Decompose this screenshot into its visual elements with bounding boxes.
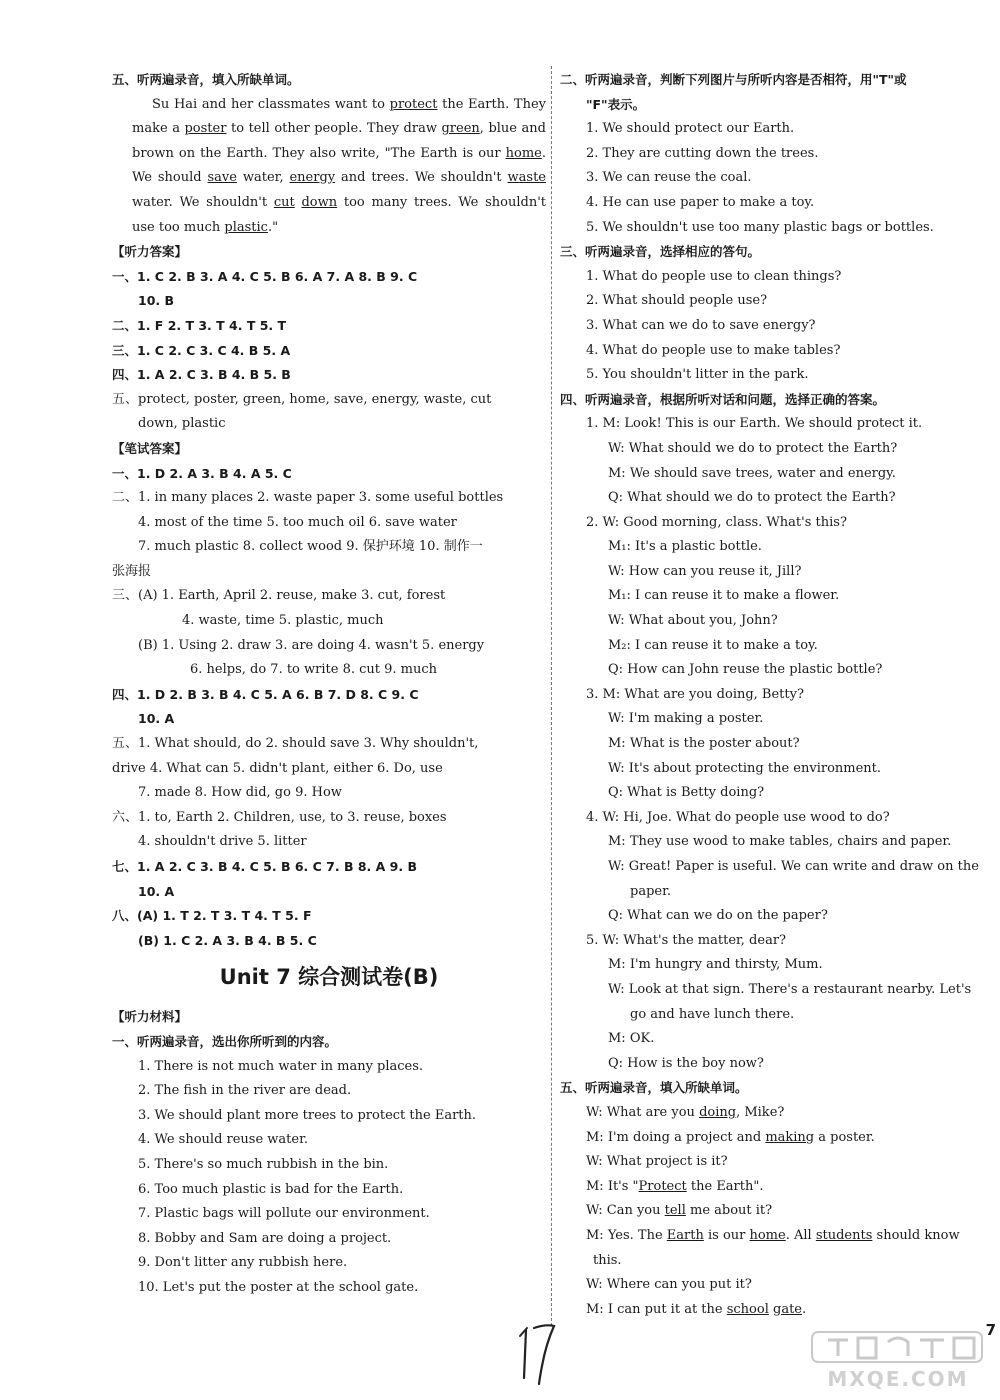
answer-line: 7. made 8. How did, go 9. How [138, 785, 342, 801]
answer-line: 二、1. F 2. T 3. T 4. T 5. T [112, 317, 287, 333]
dialogue-line: M: They use wood to make tables, chairs and paper. [608, 834, 952, 850]
dialogue-line: Q: What is Betty doing? [608, 785, 765, 801]
answer-line: 六、1. to, Earth 2. Children, use, to 3. reuse, boxes [112, 809, 447, 825]
dialogue-line: W: What project is it? [586, 1154, 728, 1170]
dialogue-line: W: Look at that sign. There's a restaurant nearby. Let's [608, 981, 972, 997]
list-item: 5. We shouldn't use too many plastic bags or bottles. [586, 219, 934, 235]
right-column [560, 68, 992, 1322]
dialogue-line: M: What is the poster about? [608, 736, 800, 752]
answer-line: (B) 1. Using 2. draw 3. are doing 4. wasn't 5. energy [138, 637, 485, 653]
answer-line: 10. A [138, 883, 175, 899]
dialogue-line: 5. W: What's the matter, dear? [586, 932, 787, 948]
answer-line: 三、1. C 2. C 3. C 4. B 5. A [112, 342, 291, 358]
list-item: 2. They are cutting down the trees. [586, 145, 819, 161]
answer-line: 八、(A) 1. T 2. T 3. T 4. T 5. F [112, 908, 312, 924]
column-divider [551, 66, 552, 1326]
list-item: 1. There is not much water in many places. [138, 1058, 424, 1074]
answer-line: 七、1. A 2. C 3. B 4. C 5. B 6. C 7. B 8. A 9. B [112, 859, 417, 874]
list-item: 2. What should people use? [586, 293, 768, 309]
list-item: 7. Plastic bags will pollute our environment. [138, 1206, 430, 1222]
list-item: 4. He can use paper to make a toy. [586, 194, 815, 210]
dialogue-line: W: What should we do to protect the Earth? [608, 440, 898, 456]
list-item: 4. What do people use to make tables? [586, 342, 841, 358]
handwritten-page-mark [512, 1318, 572, 1388]
unit-title: Unit 7 综合测试卷(B) [219, 965, 439, 990]
section-heading: 二、听两遍录音，判断下列图片与所听内容是否相符，用"T"或 [560, 72, 907, 87]
listening-material-label: 【听力材料】 [112, 1009, 188, 1025]
page-number: 7 [985, 1321, 996, 1339]
answer-line: (B) 1. C 2. A 3. B 4. B 5. C [138, 932, 317, 948]
dialogue-line: Q: How can John reuse the plastic bottle? [608, 662, 883, 678]
list-item: 9. Don't litter any rubbish here. [138, 1255, 348, 1271]
answer-line: 一、1. C 2. B 3. A 4. C 5. B 6. A 7. A 8. B 9. C [112, 268, 418, 284]
dialogue-line: W: I'm making a poster. [608, 711, 764, 727]
section-heading: 五、听两遍录音，填入所缺单词。 [560, 1080, 748, 1096]
dialogue-line: W: Can you tell me about it? [586, 1203, 773, 1219]
dialogue-line: M: We should save trees, water and energy. [608, 465, 896, 481]
dialogue-line: M: OK. [608, 1031, 655, 1047]
question-list [112, 1055, 546, 1301]
section-heading: 五、听两遍录音，填入所缺单词。 [112, 72, 300, 87]
dialogue-line: go and have lunch there. [630, 1006, 795, 1022]
list-item: 4. We should reuse water. [138, 1132, 309, 1148]
svg-text:MXQE.COM: MXQE.COM [827, 1367, 969, 1391]
answer-line: down, plastic [138, 416, 226, 432]
dialogue-line: W: What about you, John? [608, 613, 778, 629]
list-item: 6. Too much plastic is bad for the Earth. [138, 1181, 404, 1197]
list-item: 3. We can reuse the coal. [586, 170, 752, 186]
dialogue-line: Q: What should we do to protect the Earth? [608, 490, 896, 506]
section-heading: 三、听两遍录音，选择相应的答句。 [560, 244, 761, 260]
answer-line: drive 4. What can 5. didn't plant, either 6. Do, use [112, 760, 443, 776]
answer-line: 4. most of the time 5. too much oil 6. save water [138, 514, 457, 530]
written-answers-label: 【笔试答案】 [112, 440, 188, 456]
dialogue-line: W: It's about protecting the environment. [608, 760, 882, 776]
list-item: 10. Let's put the poster at the school gate. [138, 1279, 419, 1295]
answer-line: 7. much plastic 8. collect wood 9. 保护环境 10. 制作一 [138, 539, 483, 555]
section-heading: 一、听两遍录音，选出你所听到的内容。 [112, 1033, 338, 1049]
dialogue-line: Q: What can we do on the paper? [608, 908, 828, 924]
list-item: 5. You shouldn't litter in the park. [586, 367, 809, 383]
dialogue-line: this. [593, 1252, 622, 1268]
dialogue-line: M: I'm hungry and thirsty, Mum. [608, 957, 823, 973]
answer-line: 6. helps, do 7. to write 8. cut 9. much [190, 662, 437, 678]
dialogue-line: M: I can put it at the school gate. [586, 1301, 807, 1317]
dialogue-line: M₁: It's a plastic bottle. [608, 539, 762, 555]
answer-line: 五、protect, poster, green, home, save, energy, waste, cut [112, 391, 492, 407]
listening-answers-label: 【听力答案】 [112, 244, 188, 260]
dialogue-line: W: What are you doing, Mike? [586, 1104, 785, 1120]
answer-line: 10. A [138, 711, 175, 727]
answer-line: 三、(A) 1. Earth, April 2. reuse, make 3. cut, forest [112, 588, 446, 604]
list-item: 3. We should plant more trees to protect the Earth. [138, 1107, 477, 1123]
answer-line: 4. shouldn't drive 5. litter [138, 834, 307, 850]
dialogue-line: Q: How is the boy now? [608, 1055, 764, 1071]
dialogue-line: M: It's "Protect the Earth". [586, 1178, 764, 1194]
list-item: 5. There's so much rubbish in the bin. [138, 1156, 389, 1172]
answer-line: 张海报 [112, 563, 152, 579]
list-item: 8. Bobby and Sam are doing a project. [138, 1230, 392, 1246]
left-column [112, 68, 546, 1301]
dialogue-line: W: Great! Paper is useful. We can write and draw on the [608, 859, 979, 874]
list-item: 1. We should protect our Earth. [586, 121, 795, 137]
answer-line: 10. B [138, 293, 175, 309]
answer-line: 二、1. in many places 2. waste paper 3. some useful bottles [112, 490, 504, 506]
section-heading-cont: "F"表示。 [586, 96, 646, 112]
dialogue-line: M₁: I can reuse it to make a flower. [608, 588, 840, 604]
answer-line: 四、1. A 2. C 3. B 4. B 5. B [112, 367, 291, 383]
dialogue-line: 1. M: Look! This is our Earth. We should protect it. [586, 416, 923, 432]
dialogue-line: M₂: I can reuse it to make a toy. [608, 637, 818, 653]
watermark-logo [808, 1330, 988, 1394]
dialogue-line: paper. [630, 883, 672, 899]
answer-line: 五、1. What should, do 2. should save 3. Why shouldn't, [112, 736, 479, 752]
list-item: 1. What do people use to clean things? [586, 268, 842, 284]
dialogue-line: 3. M: What are you doing, Betty? [586, 686, 804, 702]
dialogue-line: 2. W: Good morning, class. What's this? [586, 514, 847, 530]
dialogue-line: 4. W: Hi, Joe. What do people use wood to do? [586, 809, 890, 825]
list-item: 3. What can we do to save energy? [586, 317, 816, 333]
fill-in-passage: Su Hai and her classmates want to protect the Earth. They make a poster to tell other people. They draw green, blue and brown on the Earth. They also write, "The Earth is our home. We should save water, energy and trees. We shouldn't waste water. We shouldn't cut down too many trees. We shouldn't use too much plastic." [132, 96, 547, 235]
list-item: 2. The fish in the river are dead. [138, 1083, 352, 1099]
dialogue-line: M: I'm doing a project and making a poster. [586, 1129, 875, 1145]
answer-line: 一、1. D 2. A 3. B 4. A 5. C [112, 465, 292, 481]
dialogue-line: M: Yes. The Earth is our home. All students should know [586, 1227, 960, 1243]
answer-line: 4. waste, time 5. plastic, much [182, 613, 384, 629]
section-heading: 四、听两遍录音，根据所听对话和问题，选择正确的答案。 [560, 391, 886, 407]
answer-line: 四、1. D 2. B 3. B 4. C 5. A 6. B 7. D 8. C 9. C [112, 686, 419, 702]
dialogue-line: W: Where can you put it? [586, 1277, 752, 1293]
dialogue-line: W: How can you reuse it, Jill? [608, 563, 802, 579]
